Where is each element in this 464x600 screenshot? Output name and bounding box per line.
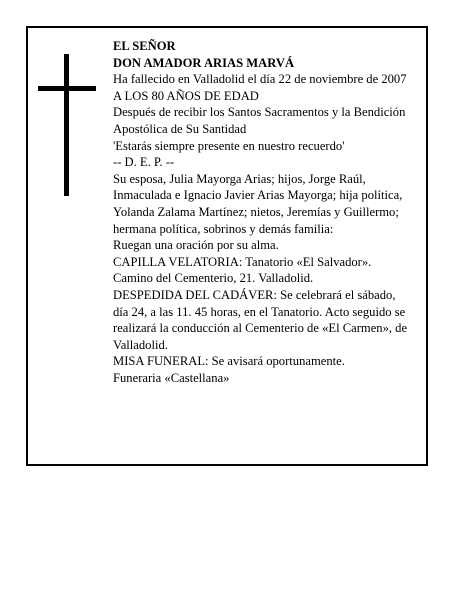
rip-line: -- D. E. P. --	[113, 155, 175, 170]
age-line: A LOS 80 AÑOS DE EDAD	[113, 88, 259, 103]
heading-title: EL SEÑOR	[113, 39, 176, 53]
farewell-line: DESPEDIDA DEL CADÁVER: Se celebrará el sábado, día 24, a las 11. 45 horas, en el Tanatorio. Acto seguido se realizará la conducción al Cementerio de «El Carmen», de Valladolid.	[113, 287, 408, 352]
cross-horizontal-bar	[38, 86, 96, 91]
death-statement: Ha fallecido en Valladolid el día 22 de noviembre de 2007	[113, 72, 407, 87]
chapel-line-1: CAPILLA VELATORIA: Tanatorio «El Salvador».	[113, 254, 372, 269]
obituary-text-block	[113, 38, 409, 386]
sacraments-line: Después de recibir los Santos Sacramentos y la Bendición Apostólica de Su Santidad	[113, 105, 406, 136]
prayer-request: Ruegan una oración por su alma.	[113, 238, 279, 253]
chapel-line-2: Camino del Cementerio, 21. Valladolid.	[113, 271, 314, 286]
quote-line: 'Estarás siempre presente en nuestro recuerdo'	[113, 138, 345, 153]
deceased-name: DON AMADOR ARIAS MARVÁ	[113, 55, 295, 70]
cross-vertical-bar	[64, 54, 69, 196]
mass-line: MISA FUNERAL: Se avisará oportunamente.	[113, 354, 345, 369]
latin-cross-icon	[38, 54, 96, 196]
funeral-home-line: Funeraria «Castellana»	[113, 370, 230, 385]
family-line: Su esposa, Julia Mayorga Arias; hijos, Jorge Raúl, Inmaculada e Ignacio Javier Arias Mayorga; hija política, Yolanda Zalama Martínez; nietos, Jeremías y Guillermo; hermana política, sobrinos y demás familia:	[113, 171, 403, 236]
